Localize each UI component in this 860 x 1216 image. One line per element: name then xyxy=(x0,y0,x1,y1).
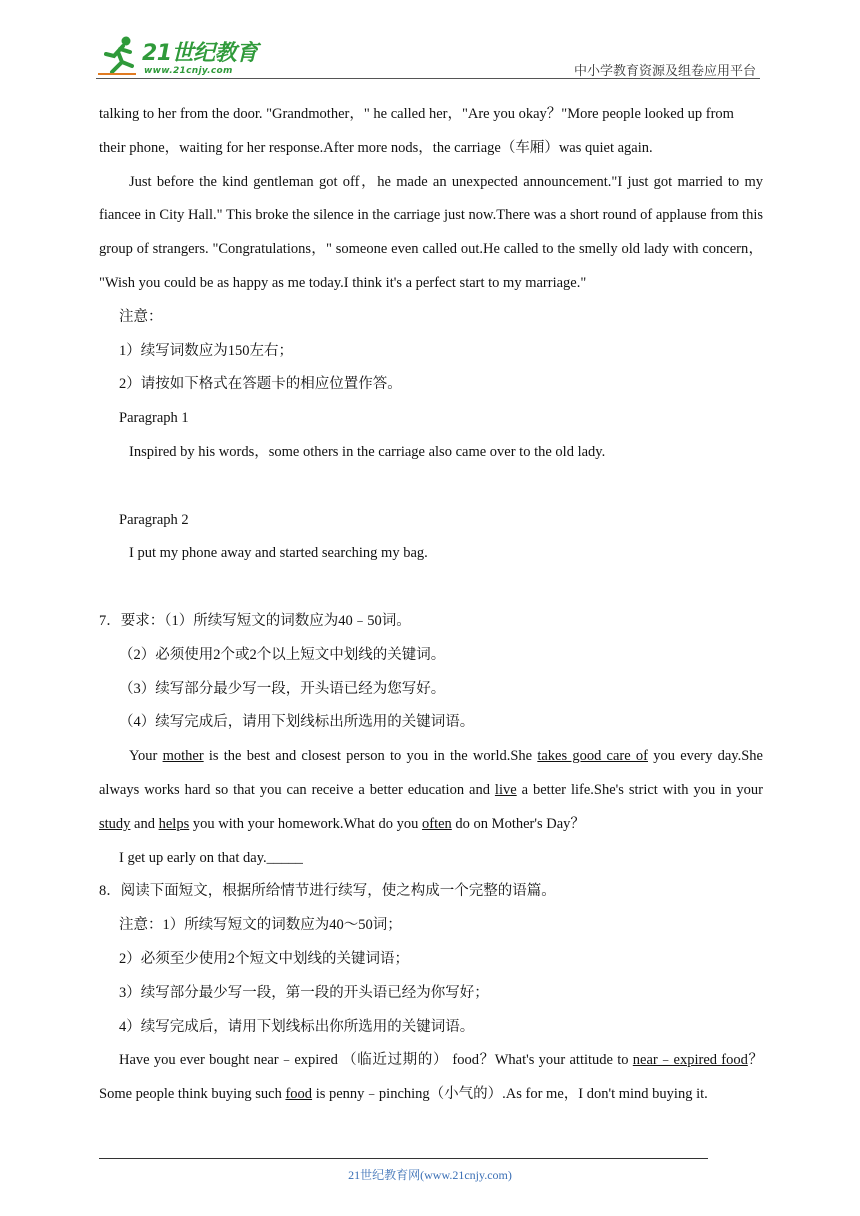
keyword: study xyxy=(99,815,131,832)
note-item: 2）必须至少使用2个短文中划线的关键词语； xyxy=(119,950,409,967)
logo-url: www.21cnjy.com xyxy=(144,66,233,76)
note-item: 注意：1）所续写短文的词数应为40～50词； xyxy=(119,917,402,934)
paragraph-opener: Inspired by his words，some others in the carriage also came over to the old lady. xyxy=(129,443,606,460)
keyword: takes good care of xyxy=(537,748,648,765)
keyword: often xyxy=(422,815,452,832)
paragraph-label: Paragraph 1 xyxy=(119,410,189,427)
answer-space xyxy=(99,571,763,605)
question-8-heading: 8．阅读下面短文，根据所给情节进行续写，使之构成一个完整的语篇。 xyxy=(99,883,556,900)
story-paragraph: Just before the kind gentleman got off，he made an unexpected announcement."I just got married to my fiancee in City Hall." This broke the silence in the carriage just now.There was a short round of applause from this group of strangers. "Congratulations，" someone even called out.He called to the smelly old lady with concern， "Wish you could be as happy as me today.I think it's a perfect start to my marriage." xyxy=(99,173,763,291)
footer-divider xyxy=(99,1158,708,1159)
note-item: 2）请按如下格式在答题卡的相应位置作答。 xyxy=(119,376,402,393)
requirement-item: （3）续写部分最少写一段，开头语已经为您写好。 xyxy=(119,680,446,697)
note-item: 4）续写完成后，请用下划线标出你所选用的关键词语。 xyxy=(119,1018,475,1035)
logo-text: 21世纪教育 xyxy=(142,41,258,66)
question-8-passage: Have you ever bought near﹣expired （临近过期的） food？What's your attitude to near﹣expired food？Some people think buying such food is penny﹣pinching（小气的）.As for me，I don't mind buying it. xyxy=(99,1052,764,1103)
page-header xyxy=(96,30,760,82)
keyword: live xyxy=(494,781,517,798)
requirement-item: （2）必须使用2个或2个以上短文中划线的关键词。 xyxy=(119,646,446,663)
note-item: 3）续写部分最少写一段，第一段的开头语已经为你写好； xyxy=(119,984,489,1001)
continuation-opener: I get up early on that day._____ xyxy=(119,849,303,866)
paragraph-opener: I put my phone away and started searching my bag. xyxy=(129,545,428,562)
note-item: 1）续写词数应为150左右； xyxy=(119,342,293,359)
question-7-passage: Your mother is the best and closest person to you in the world.She takes good care of you every day.She always works hard so that you can receive a better education and live a better life.She's strict with you in your study and helps you with your homework.What do you often do on Mother's Day？ xyxy=(99,748,764,832)
note-heading: 注意： xyxy=(119,308,163,325)
header-divider xyxy=(96,78,760,79)
answer-space xyxy=(99,470,763,504)
keyword: near﹣expired food xyxy=(632,1052,748,1069)
header-platform-title: 中小学教育资源及组卷应用平台 xyxy=(573,63,756,78)
requirement-item: （4）续写完成后，请用下划线标出所选用的关键词语。 xyxy=(119,714,475,731)
runner-icon xyxy=(96,34,142,78)
paragraph-label: Paragraph 2 xyxy=(119,511,189,528)
keyword: mother xyxy=(162,748,204,765)
keyword: helps xyxy=(158,815,190,832)
keyword: food xyxy=(285,1086,313,1103)
document-body xyxy=(99,98,763,1112)
site-logo xyxy=(96,34,276,78)
footer-text: 21世纪教育网(www.21cnjy.com) xyxy=(348,1168,512,1182)
text-line: their phone，waiting for her response.After more nods，the carriage（车厢）was quiet again. xyxy=(99,139,653,156)
question-7-heading: 7．要求：（1）所续写短文的词数应为40﹣50词。 xyxy=(99,612,411,629)
text-line: talking to her from the door. "Grandmother，" he called her，"Are you okay？"More people looked up from xyxy=(99,106,734,122)
